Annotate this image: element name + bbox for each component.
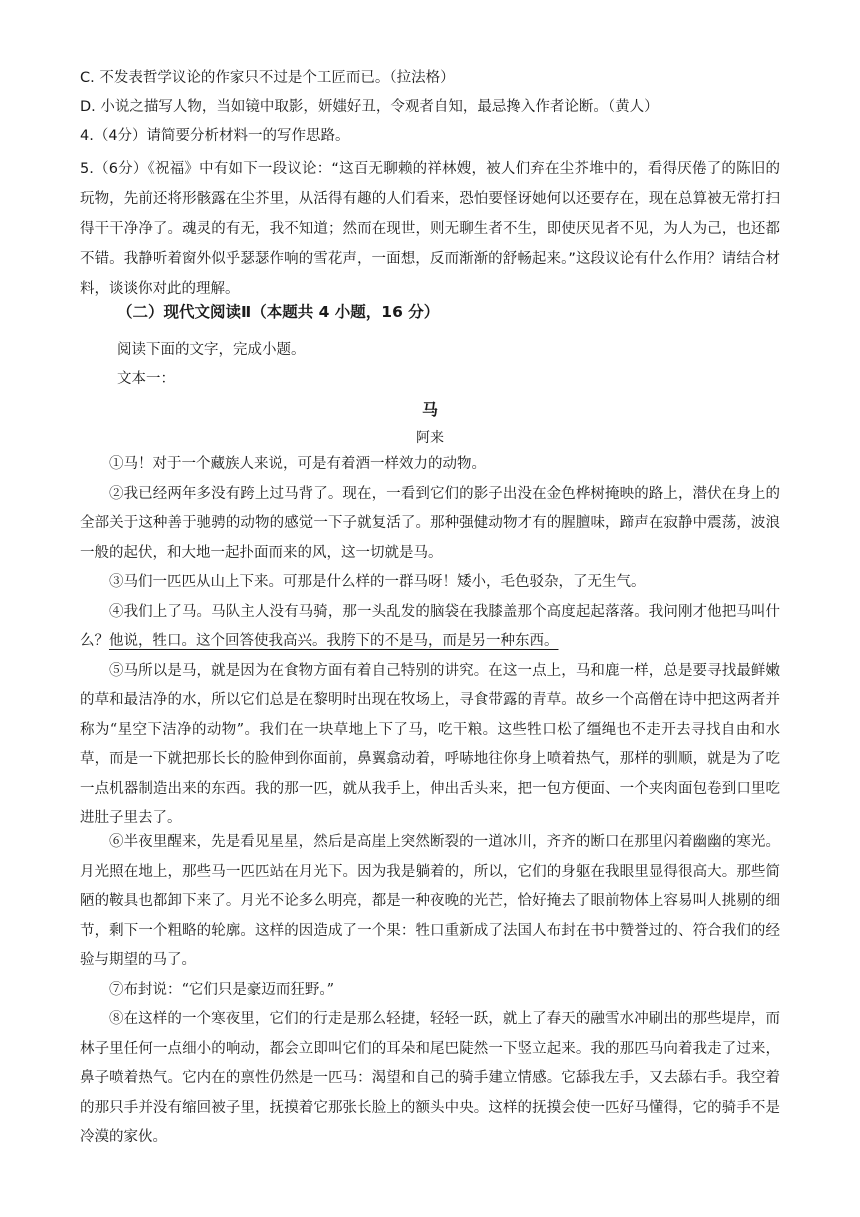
paragraph-4-text: ④我们上了马。马队主人没有马骑，那一头乱发的脑袋在我膝盖那个高度起起落落。我问刚才他把马叫什么？ [80,603,780,649]
question-4: 4.（4分）请简要分析材料一的写作思路。 [80,128,350,144]
paragraph-5: ⑤马所以是马，就是因为在食物方面有着自己特别的讲究。在这一点上，马和鹿一样，总是要寻找最鲜嫩的草和最洁净的水，所以它们总是在黎明时出现在牧场上，寻食带露的青草。故乡一个高僧在诗中把这两者并称为“星空下洁净的动物”。我们在一块草地上下了马，吃干粮。这些牲口松了缰绳也不走开去寻找自由和水草，而是一下就把那长长的脸伸到你面前，鼻翼翕动着，呼哧地往你身上喷着热气，那样的驯顺，就是为了吃一点机器制造出来的东西。我的那一匹，就从我手上，伸出舌头来，把一包方便面、一个夹肉面包卷到口里吃进肚子里去了。 [80,662,780,826]
section-heading: （二）现代文阅读Ⅱ（本题共 4 小题，16 分） [117,303,440,321]
text-label: 文本一： [117,371,175,387]
paragraph-4-underlined: 他说，牲口。这个回答使我高兴。我胯下的不是马，而是另一种东西。 [109,633,559,649]
article-body-part1 [80,450,780,834]
article-body-part2 [80,828,780,1153]
paragraph-3: ③马们一匹匹从山上下来。可那是什么样的一群马呀！矮小，毛色驳杂，了无生气。 [109,574,646,590]
paragraph-1: ①马！对于一个藏族人来说，可是有着酒一样效力的动物。 [109,456,486,472]
paragraph-8: ⑧在这样的一个寒夜里，它们的行走是那么轻捷，轻轻一跃，就上了春天的融雪水冲刷出的那些堤岸，而林子里任何一点细小的响动，都会立即叫它们的耳朵和尾巴陡然一下竖立起来。我的那匹马向着我走了过来，鼻子喷着热气。它内在的禀性仍然是一匹马：渴望和自己的骑手建立情感。它舔我左手，又去舔右手。我空着的那只手并没有缩回被子里，抚摸着它那张长脸上的额头中央。这样的抚摸会使一匹好马懂得，它的骑手不是冷漠的家伙。 [80,1011,780,1145]
option-d: D. 小说之描写人物，当如镜中取影，妍媸好丑，令观者自知，最忌搀入作者论断。（黄人） [80,99,659,115]
article-title: 马 [421,400,438,419]
paragraph-2: ②我已经两年多没有跨上过马背了。现在，一看到它们的影子出没在金色桦树掩映的路上，潜伏在身上的全部关于这种善于驰骋的动物的感觉一下子就复活了。那种强健动物才有的腥膻味，蹄声在寂静中震荡，波浪一般的起伏，和大地一起扑面而来的风，这一切就是马。 [80,485,780,561]
paragraph-7: ⑦布封说：“它们只是豪迈而狂野。” [109,981,335,998]
option-c: C. 不发表哲学议论的作家只不过是个工匠而已。（拉法格） [80,70,455,86]
paragraph-6: ⑥半夜里醒来，先是看见星星，然后是高崖上突然断裂的一道冰川，齐齐的断口在那里闪着幽幽的寒光。月光照在地上，那些马一匹匹站在月光下。因为我是躺着的，所以，它们的身躯在我眼里显得很高大。那些简陋的鞍具也都卸下来了。月光不论多么明亮，都是一种夜晚的光芒，恰好掩去了眼前物体上容易叫人挑剔的细节，剩下一个粗略的轮廓。这样的因造成了一个果：牲口重新成了法国人布封在书中赞誉过的、符合我们的经验与期望的马了。 [80,834,780,968]
paragraph-4 [80,598,780,657]
article-author: 阿来 [416,430,444,446]
question-5: 5.（6分）《祝福》中有如下一段议论：“这百无聊赖的祥林嫂，被人们弃在尘芥堆中的，看得厌倦了的陈旧的玩物，先前还将形骸露在尘芥里，从活得有趣的人们看来，恐怕要怪讶她何以还要存在，现在总算被无常打扫得干干净净了。魂灵的有无，我不知道；然而在现世，则无聊生者不生，即使厌见者不见，为人为己，也还都不错。我静听着窗外似乎瑟瑟作响的雪花声，一面想，反而渐渐的舒畅起来。”这段议论有什么作用？请结合材料，谈谈你对此的理解。 [80,161,780,297]
reading-instruction: 阅读下面的文字，完成小题。 [117,342,306,358]
